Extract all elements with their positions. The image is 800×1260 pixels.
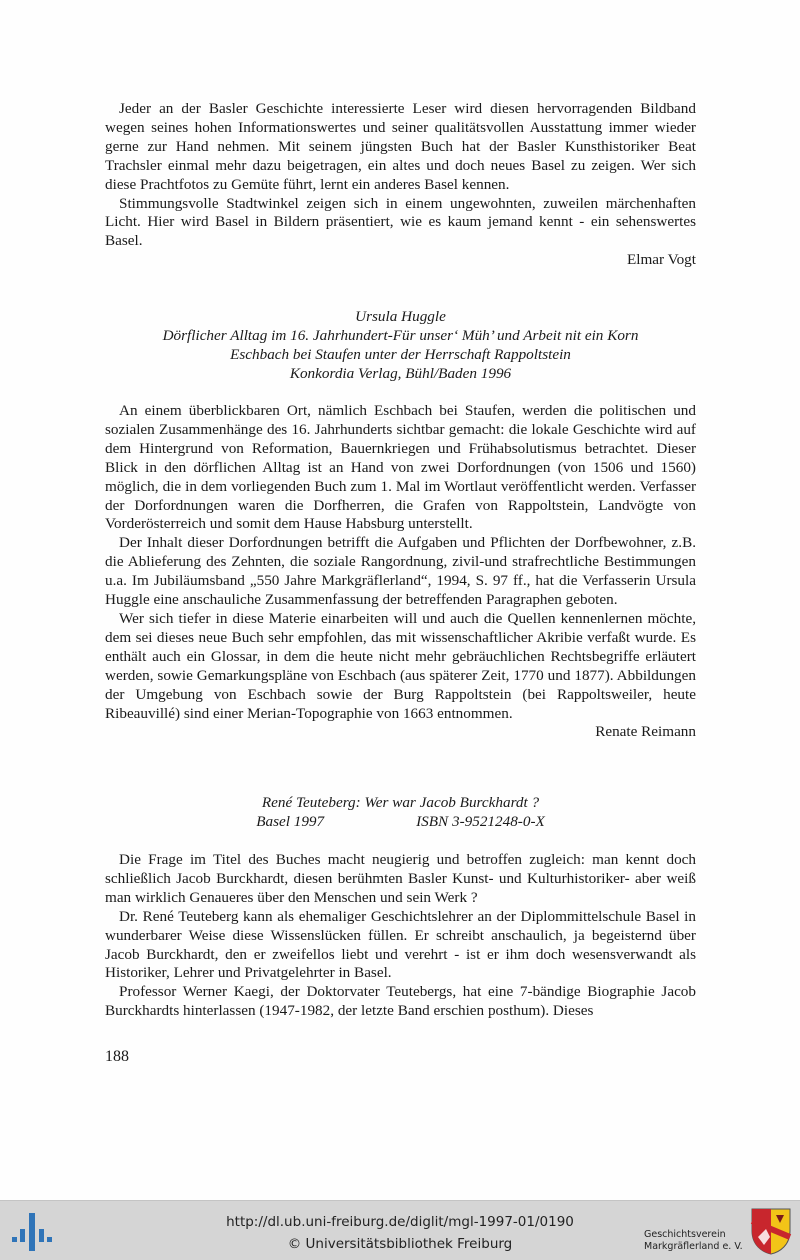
- book-header-teuteberg: [105, 794, 696, 832]
- paragraph: Der Inhalt dieser Dorfordnungen betrifft die Aufgaben und Pflichten der Dorfbewohner, z.B. die Ablieferung des Zehnten, die soziale Rangordnung, zivil-und strafrechtliche Bestimmungen u.a. Im Jubiläumsband „550 Jahre Markgräflerland“, 1994, S. 97 ff., hat die Verfasserin Ursula Huggle eine anschauliche Zusammenfassung der betreffenden Paragraphen geboten.: [105, 534, 696, 609]
- book-subtitle: Eschbach bei Staufen unter der Herrschaft Rappoltstein: [230, 345, 571, 363]
- paragraph: Die Frage im Titel des Buches macht neugierig und betroffen zugleich: man kennt doch schließlich Jacob Burckhardt, diesen berühmten Basler Kunst- und Kulturhistoriker- aber weiß man wirklich Genaueres über den Menschen und sein Werk ?: [105, 851, 696, 906]
- book-author-title: René Teuteberg: Wer war Jacob Burckhardt ?: [261, 794, 540, 811]
- review-elmar-vogt: [105, 100, 696, 270]
- paragraph: Wer sich tiefer in diese Materie einarbeiten will und auch die Quellen kennenlernen möchte, dem sei dieses neue Buch sehr empfohlen, das mit wissenschaftlicher Akribie verfaßt wurde. Es enthält auch ein Glossar, in dem die heute nicht mehr gebräuchlichen Rechtsbegriffe erläutert werden, sowie Gemarkungspläne von Eschbach (aus späterer Zeit, 1770 und 1877). Abbildungen der Umgebung von Eschbach sowie der Burg Rappoltstein (bei Rappoltsweiler, heute Ribeauvillé) sind einer Merian-Topographie von 1663 entnommen.: [105, 609, 696, 722]
- reviewer-signature: Elmar Vogt: [626, 251, 696, 269]
- page-number: 188: [105, 1048, 129, 1065]
- review-renate-reimann: [105, 402, 696, 742]
- coat-of-arms-icon[interactable]: [750, 1207, 792, 1255]
- paragraph: Dr. René Teuteberg kann als ehemaliger Geschichtslehrer an der Diplommittelschule Basel in wunderbarer Weise diese Wissenslücken füllen. Er schreibt anschaulich, ja begeisternd über Jacob Burckhardt, den er zweifellos liebt und verehrt - ist er ihm doch wesensverwandt als Historiker, Lehrer und Privatgelehrter in Basel.: [105, 907, 696, 982]
- permalink-url[interactable]: http://dl.ub.uni-freiburg.de/diglit/mgl-1997-01/0190: [226, 1214, 574, 1230]
- society-name-line2: Markgräflerland e. V.: [644, 1241, 743, 1252]
- copyright-notice: © Universitätsbibliothek Freiburg: [287, 1236, 513, 1252]
- footer-bar: [0, 1200, 800, 1260]
- book-author: Ursula Huggle: [355, 308, 446, 325]
- paragraph: Professor Werner Kaegi, der Doktorvater Teutebergs, hat eine 7-bändige Biographie Jacob Burckhardts hinterlassen (1947-1982, der letzte Band erschien posthum). Dieses: [105, 983, 696, 1020]
- book-publisher: Konkordia Verlag, Bühl/Baden 1996: [289, 364, 512, 382]
- book-header-huggle: [105, 308, 696, 384]
- paragraph: Stimmungsvolle Stadtwinkel zeigen sich in einem ungewohnten, zuweilen märchenhaften Licht. Hier wird Basel in Bildern präsentiert, wie es kaum jemand kennt - ein sehenswertes Basel.: [105, 194, 696, 250]
- book-isbn: ISBN 3-9521248-0-X: [416, 812, 545, 830]
- book-place-year: Basel 1997: [256, 812, 325, 830]
- reviewer-signature: Renate Reimann: [595, 723, 696, 741]
- review-teuteberg: [105, 851, 696, 1021]
- paragraph: Jeder an der Basler Geschichte interessierte Leser wird diesen hervorragenden Bildband wegen seines hohen Informationswertes und seiner qualitätsvollen Ausstattung immer wieder gerne zur Hand nehmen. Mit seinem jüngsten Buch hat der Basler Kunsthistoriker Beat Trachsler einmal mehr dazu beigetragen, ein altes und doch neues Basel zu zeigen. Wer sich diese Prachtfotos zu Gemüte führt, lernt ein anderes Basel kennen.: [105, 100, 696, 193]
- society-name: [644, 1229, 743, 1253]
- book-title: Dörflicher Alltag im 16. Jahrhundert-Für unser‘ Müh’ und Arbeit nit ein Korn: [162, 326, 639, 344]
- book-imprint: [105, 813, 696, 832]
- paragraph: An einem überblickbaren Ort, nämlich Eschbach bei Staufen, werden die politischen und sozialen Zusammenhänge des 16. Jahrhunderts sichtbar gemacht: die lokale Geschichte wird auf dem Hintergrund von Reformation, Bauernkriegen und Frühabsolutismus betrachtet. Dieser Blick in den dörflichen Alltag ist an Hand von zwei Dorfordnungen (von 1506 und 1560) möglich, die in dem vorliegenden Buch zum 1. Mal im Wortlaut veröffentlicht werden. Verfasser der Dorfordnungen waren die Dorfherren, die Grafen von Rappoltstein, Landvögte von Vorderösterreich und somit dem Hause Habsburg unterstellt.: [105, 402, 696, 533]
- society-name-line1: Geschichtsverein: [644, 1229, 726, 1240]
